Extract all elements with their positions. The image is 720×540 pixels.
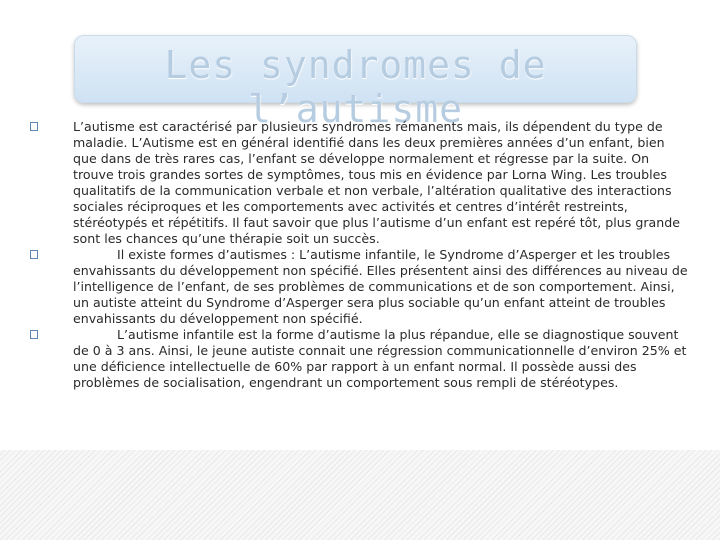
bullet-text: Il existe formes d’autismes : L’autisme infantile, le Syndrome d’Asperger et les troubles envahissants du développement non spécifié. Elles présentent ainsi des différences au niveau de l’intelligence de l’enfant, de ses problèmes de communications et de son comportement. Ainsi, un autiste atteint du Syndrome d’Asperger sera plus sociable qu’un enfant atteint de troubles envahissants du développement non spécifié. [73,247,688,326]
bullet-text: L’autisme est caractérisé par plusieurs syndromes rémanents mais, ils dépendent du type de maladie. L’Autisme est en général identifié dans les deux premières années d’un enfant, bien que dans de très rares cas, l’enfant se développe normalement et régresse par la suite. On trouve trois grandes sortes de symptômes, tous mis en évidence par Lorna Wing. Les troubles qualitatifs de la communication verbale et non verbale, l’altération qualitative des interactions sociales réciproques et les comportements avec activités et centres d’intérêt restreints, stéréotypés et répétitifs. Il faut savoir que plus l’autisme d’un enfant est repéré tôt, plus grande sont les chances qu’une thérapie soit un succès. [73,119,680,246]
square-bullet-icon [30,250,38,259]
bullet-text: L’autisme infantile est la forme d’autisme la plus répandue, elle se diagnostique souvent de 0 à 3 ans. Ainsi, le jeune autiste connait une régression communicationnelle d’environ 25% et une déficience intellectuelle de 60% par rapport à un enfant normal. Il possède aussi des problèmes de socialisation, engendrant un comportement sous rempli de stéréotypes. [73,327,687,390]
page-title: Les syndromes de l’autisme [164,43,547,131]
decorative-hatch-background [0,450,720,540]
list-item [30,119,692,247]
list-item [30,247,692,327]
square-bullet-icon [30,122,38,131]
bullet-list [30,119,692,391]
title-banner [74,35,637,131]
list-item [30,327,692,391]
square-bullet-icon [30,330,38,339]
